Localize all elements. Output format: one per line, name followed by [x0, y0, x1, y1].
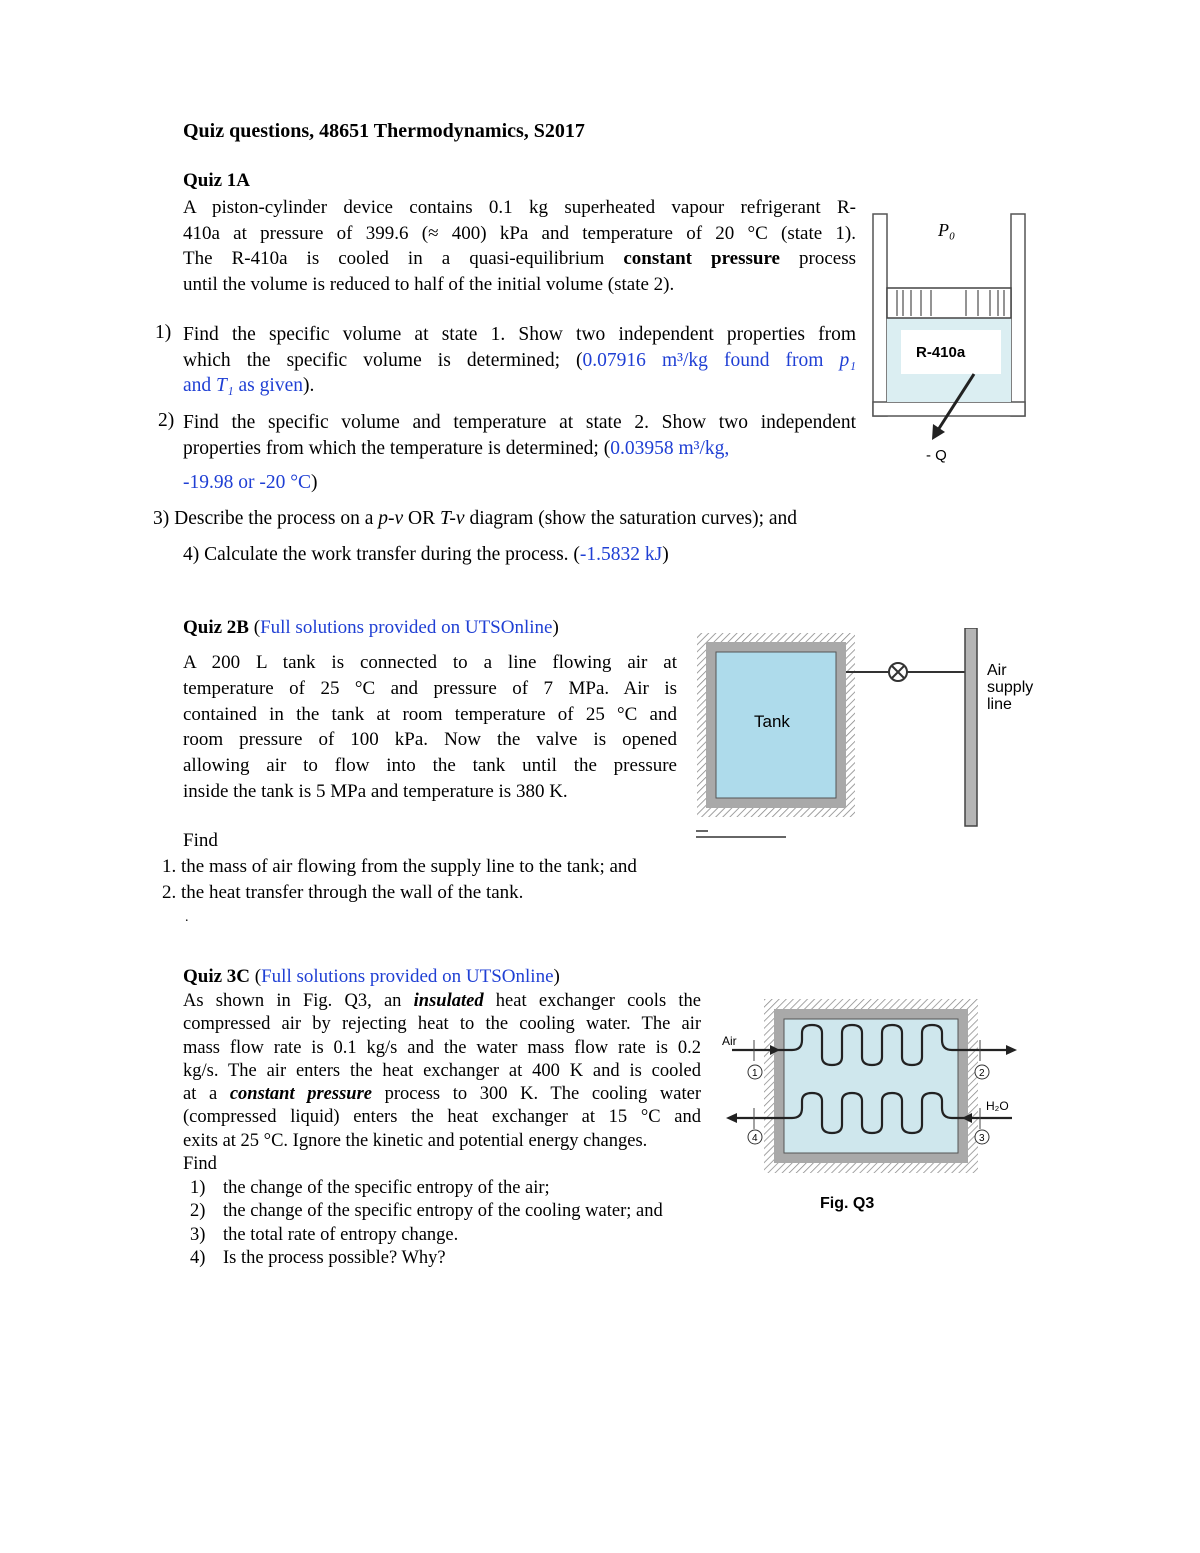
- quiz-2b-item-1: [162, 856, 637, 878]
- answer-temperature-2: -19.98 or -20 °C: [183, 472, 312, 493]
- supply-label-1: Air: [987, 662, 1007, 679]
- quiz-1a-intro-line-3: [183, 246, 856, 272]
- quiz-3c-note-close: ): [553, 966, 560, 987]
- quiz-2b-item-2-text: the heat transfer through the wall of the tank.: [181, 882, 524, 903]
- quiz-2b-line-3: contained in the tank at room temperature of 25 °C and: [183, 703, 677, 725]
- quiz-1a-item-2-3b: ): [311, 472, 318, 493]
- quiz-1a-item-2-line-1: Find the specific volume and temperature at state 2. Show two independent: [183, 412, 856, 433]
- quiz-3c-item-1-number: 1): [190, 1178, 206, 1198]
- quiz-3c-line-6: (compressed liquid) enters the heat exchanger at 15 °C and: [183, 1107, 701, 1128]
- quiz-2b-heading-line: [183, 617, 559, 639]
- quiz-1a-item-3c: OR: [403, 508, 441, 529]
- quiz-1a-item-4c: ): [662, 544, 669, 565]
- pv-symbol: p-v: [378, 508, 404, 529]
- stray-dot: .: [185, 910, 189, 925]
- quiz-2b-item-1-number: 1.: [162, 856, 177, 877]
- answer-work-transfer: -1.5832 kJ: [579, 544, 663, 565]
- quiz-1a-item-2: [183, 410, 856, 461]
- answer-specific-volume-1: 0.07916 m³/kg found from: [582, 349, 840, 371]
- quiz-3c-line-3: mass flow rate is 0.1 kg/s and the water mass flow rate is 0.2: [183, 1037, 701, 1058]
- station-3-label: 3: [979, 1133, 985, 1144]
- tank-label: Tank: [754, 712, 790, 731]
- quiz-1a-item-3e: diagram (show the saturation curves); and: [464, 508, 798, 529]
- t1-symbol: T₁: [216, 375, 234, 396]
- quiz-2b-line-2: temperature of 25 °C and pressure of 7 MPa. Air is: [183, 677, 677, 699]
- heat-exchanger-figure: [712, 995, 1032, 1180]
- quiz-3c-find: Find: [183, 1154, 217, 1175]
- quiz-1a-intro-line-1: A piston-cylinder device contains 0.1 kg superheated vapour refrigerant R-: [183, 197, 856, 218]
- quiz-1a-item-1-2a: which the specific volume is determined; (: [183, 349, 583, 371]
- quiz-3c-line-4: kg/s. The air enters the heat exchanger at 400 K and is cooled: [183, 1060, 701, 1081]
- quiz-1a-item-2-number: 2): [158, 410, 175, 431]
- quiz-3c-1c: heat exchanger cools the: [483, 991, 701, 1011]
- p1-symbol: p₁: [839, 349, 856, 371]
- quiz-2b-heading: Quiz 2B: [183, 617, 249, 638]
- quiz-3c-item-3-text: the total rate of entropy change.: [223, 1224, 459, 1245]
- quiz-1a-item-2-line-3: [183, 472, 318, 494]
- quiz-3c-item-1-text: the change of the specific entropy of the air;: [223, 1178, 550, 1198]
- quiz-2b-note-close: ): [552, 617, 559, 638]
- quiz-1a-intro-line-2: 410a at pressure of 399.6 (≈ 400) kPa and temperature of 20 °C (state 1).: [183, 222, 856, 244]
- heat-label: - Q: [926, 447, 947, 464]
- quiz-3c-1a: As shown in Fig. Q3, an: [183, 991, 414, 1011]
- quiz-3c-list: [190, 1177, 663, 1270]
- supply-label-2: supply: [987, 679, 1034, 696]
- insulated-emphasis: insulated: [413, 991, 484, 1011]
- answer-specific-volume-2: 0.03958 m³/kg,: [610, 437, 730, 459]
- constant-pressure-emphasis: constant pressure: [623, 248, 780, 269]
- quiz-2b-item-2: [162, 882, 523, 904]
- quiz-3c-item-2: [190, 1200, 663, 1223]
- cylinder-left-wall: [873, 214, 887, 416]
- quiz-2b-find: Find: [183, 830, 218, 851]
- quiz-1a-intro-3a: The R-410a is cooled in a quasi-equilibrium: [183, 248, 624, 269]
- quiz-3c-item-4: [190, 1247, 663, 1270]
- copyright-mark-1: [696, 830, 708, 832]
- document-title: Quiz questions, 48651 Thermodynamics, S2017: [183, 120, 585, 142]
- quiz-1a-intro: [183, 195, 856, 297]
- supply-line-pipe: [965, 628, 977, 826]
- water-outlet-arrow: [726, 1113, 737, 1123]
- station-4-label: 4: [752, 1133, 758, 1144]
- copyright-mark-2: [696, 836, 786, 838]
- quiz-1a-item-3: [153, 508, 797, 530]
- quiz-1a-item-4-number: 4): [183, 544, 200, 565]
- figure-q3-caption: Fig. Q3: [820, 1195, 875, 1212]
- quiz-1a-intro-3c: process: [779, 248, 857, 269]
- quiz-2b-line-1: A 200 L tank is connected to a line flowing air at: [183, 652, 677, 673]
- quiz-3c-item-4-text: Is the process possible? Why?: [223, 1247, 446, 1268]
- piston-cylinder-figure: [866, 208, 1036, 478]
- quiz-3c-body: [183, 990, 701, 1176]
- quiz-3c-heading-line: [183, 966, 560, 988]
- quiz-2b-body: [183, 650, 677, 805]
- fluid-label: R-410a: [916, 344, 966, 361]
- quiz-3c-item-2-number: 2): [190, 1201, 206, 1222]
- quiz-3c-line-1: [183, 990, 701, 1013]
- air-label: Air: [722, 1034, 737, 1048]
- quiz-1a-item-1-line-2: [183, 348, 856, 374]
- quiz-3c-item-4-number: 4): [190, 1247, 206, 1268]
- cylinder-right-wall: [1011, 214, 1025, 416]
- constant-pressure-emphasis-2: constant pressure: [229, 1084, 372, 1105]
- water-label: H₂O: [986, 1099, 1009, 1113]
- quiz-1a-item-2-2a: properties from which the temperature is determined; (: [183, 437, 611, 459]
- quiz-3c-line-5: [183, 1083, 701, 1106]
- tv-symbol: T-v: [440, 508, 465, 529]
- quiz-1a-heading: Quiz 1A: [183, 170, 251, 191]
- piston: [887, 288, 1011, 318]
- quiz-1a-item-1-line-1: Find the specific volume at state 1. Show two independent properties from: [183, 324, 856, 345]
- quiz-1a-item-3-number: 3): [153, 508, 170, 529]
- quiz-2b-item-2-number: 2.: [162, 882, 177, 903]
- quiz-1a-intro-line-4: until the volume is reduced to half of the initial volume (state 2).: [183, 273, 675, 295]
- quiz-2b-line-6: inside the tank is 5 MPa and temperature is 380 K.: [183, 780, 568, 802]
- quiz-1a-item-3a: Describe the process on a: [174, 508, 379, 529]
- quiz-3c-5a: at a: [183, 1084, 230, 1105]
- quiz-1a-item-2-line-2: [183, 436, 856, 462]
- quiz-3c-line-7: exits at 25 °C. Ignore the kinetic and potential energy changes.: [183, 1130, 648, 1151]
- quiz-1a-item-1-number: 1): [155, 322, 172, 343]
- quiz-1a-item-1-3a: and: [183, 375, 217, 396]
- quiz-2b-note-open: (: [248, 617, 261, 638]
- quiz-3c-item-2-text: the change of the specific entropy of the cooling water; and: [223, 1201, 663, 1222]
- quiz-1a-item-1-3d: ).: [302, 375, 315, 396]
- supply-label-3: line: [987, 696, 1012, 713]
- station-1-label: 1: [752, 1068, 758, 1079]
- tank-figure: [692, 628, 1052, 848]
- quiz-1a-item-4a: Calculate the work transfer during the process. (: [204, 544, 580, 565]
- ambient-pressure-label: P₀: [938, 220, 956, 240]
- quiz-3c-heading: Quiz 3C: [183, 966, 251, 987]
- quiz-3c-5c: process to 300 K. The cooling water: [372, 1084, 702, 1105]
- quiz-3c-item-3: [190, 1224, 663, 1247]
- heat-arrow-head: [932, 424, 945, 440]
- air-outlet-arrow: [1006, 1045, 1017, 1055]
- quiz-1a-item-1-3c: as given: [233, 375, 303, 396]
- quiz-2b-item-1-text: the mass of air flowing from the supply line to the tank; and: [181, 856, 637, 877]
- quiz-2b-solutions-note: Full solutions provided on UTSOnline: [260, 617, 553, 638]
- quiz-1a-item-1-line-3: [183, 373, 856, 399]
- quiz-3c-solutions-note: Full solutions provided on UTSOnline: [261, 966, 554, 987]
- quiz-3c-item-3-number: 3): [190, 1224, 206, 1245]
- quiz-1a-item-4: [183, 544, 669, 566]
- quiz-3c-line-2: compressed air by rejecting heat to the cooling water. The air: [183, 1014, 701, 1035]
- quiz-2b-line-5: allowing air to flow into the tank until the pressure: [183, 755, 677, 777]
- quiz-2b-line-4: room pressure of 100 kPa. Now the valve is opened: [183, 729, 677, 751]
- quiz-3c-note-open: (: [250, 966, 262, 987]
- quiz-1a-item-1: [183, 322, 856, 399]
- quiz-3c-item-1: [190, 1177, 663, 1200]
- station-2-label: 2: [979, 1068, 985, 1079]
